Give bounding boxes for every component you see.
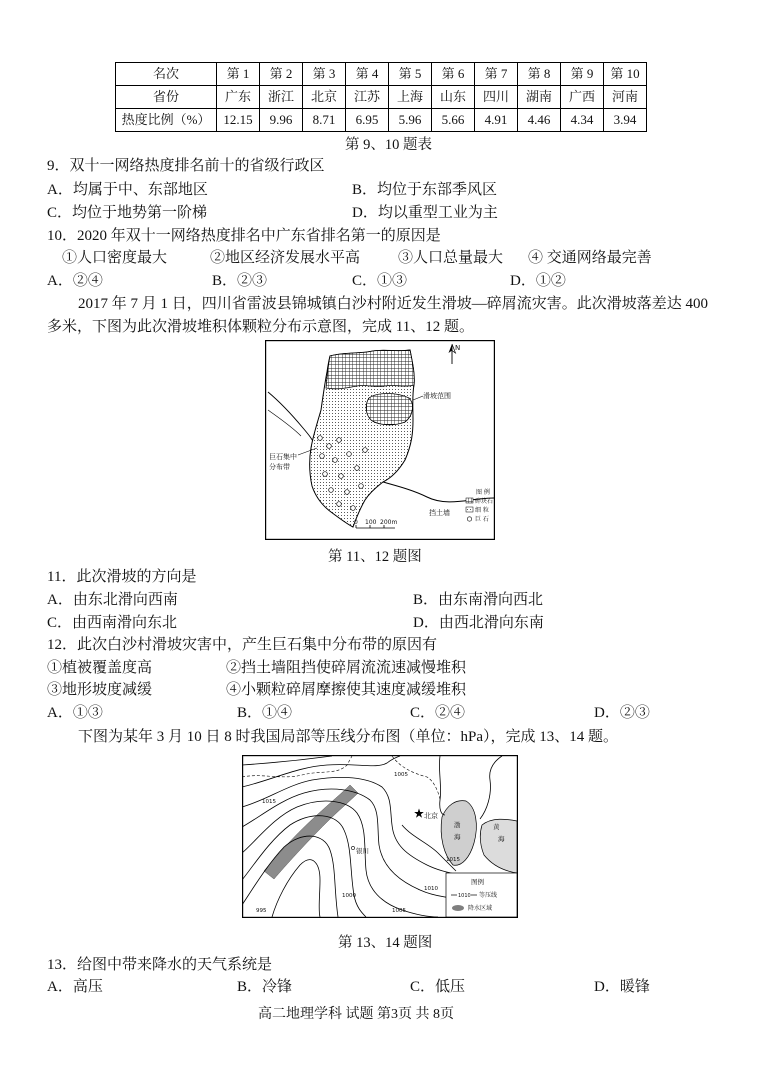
q9-stem: 9．双十一网络热度排名前十的省级行政区 (47, 158, 325, 174)
q9-option-d: D．均以重型工业为主 (352, 205, 498, 221)
q11-stem: 11．此次滑坡的方向是 (47, 569, 197, 585)
province-cell: 北京 (303, 86, 346, 109)
q13-option-b: B．冷锋 (237, 979, 293, 995)
q12-item-3: ③地形坡度减缓 (47, 682, 153, 698)
north-label: N (455, 344, 461, 352)
rank-cell: 第 1 (217, 63, 260, 86)
rank-cell: 第 6 (432, 63, 475, 86)
isobar-value: 1005 (392, 908, 406, 914)
isobar-value: 1015 (262, 799, 276, 805)
rank-cell: 第 9 (561, 63, 604, 86)
boulder (339, 474, 344, 479)
isobar-map-figure (242, 755, 518, 918)
ratio-row (116, 109, 647, 132)
legend-swatch-boulder (467, 517, 471, 521)
legend-title: 图 例 (476, 489, 490, 496)
boulder (359, 484, 364, 489)
rank-row (116, 63, 647, 86)
figure-11-12-caption: 第 11、12 题图 (328, 549, 422, 565)
retaining-wall-label: 挡土墙 (429, 509, 450, 517)
legend (446, 873, 517, 917)
ratio-cell: 4.91 (475, 109, 518, 132)
figure-13-14-caption: 第 13、14 题图 (338, 935, 433, 951)
boulder (327, 444, 332, 449)
legend-precip-label: 降水区域 (468, 905, 493, 912)
rank-cell: 第 5 (389, 63, 432, 86)
q11-option-a: A．由东北滑向西南 (47, 592, 178, 608)
bohai-label: 海 (454, 833, 461, 841)
q9-option-a: A．均属于中、东部地区 (47, 182, 208, 198)
boulder (320, 454, 325, 459)
ratio-cell: 6.95 (346, 109, 389, 132)
q10-option-b: B．②③ (212, 273, 268, 289)
province-cell: 山东 (432, 86, 475, 109)
q13-option-a: A．高压 (47, 979, 103, 995)
q10-item-2: ②地区经济发展水平高 (210, 250, 361, 266)
province-header: 省份 (116, 86, 217, 109)
bohai-label: 渤 (454, 821, 461, 829)
q12-option-d: D．②③ (594, 705, 650, 721)
rank-cell: 第 4 (346, 63, 389, 86)
q12-item-2: ②挡土墙阻挡使碎屑流流速减慢堆积 (226, 660, 467, 676)
ratio-cell: 12.15 (217, 109, 260, 132)
legend-item: 碎块石 (475, 498, 494, 505)
legend-isobar-label: 等压线 (479, 892, 498, 899)
province-cell: 江苏 (346, 86, 389, 109)
huanghai-label: 海 (498, 835, 505, 843)
boulder (318, 436, 323, 441)
passage-line-1: 2017 年 7 月 1 日，四川省雷波县锦城镇白沙村附近发生滑坡—碎屑流灾害。此次滑坡落差达 400 (78, 296, 709, 312)
q12-option-c: C．②④ (410, 705, 466, 721)
province-cell: 浙江 (260, 86, 303, 109)
province-cell: 湖南 (518, 86, 561, 109)
province-row (116, 86, 647, 109)
q10-option-a: A．②④ (47, 273, 103, 289)
rank-cell: 第 8 (518, 63, 561, 86)
q12-option-a: A．①③ (47, 705, 103, 721)
boulder (345, 490, 350, 495)
boulder-zone-label: 巨石集中 (269, 453, 297, 461)
legend-swatch-fine (466, 507, 473, 512)
intro-13-14: 下图为某年 3 月 10 日 8 时我国局部等压线分布图（单位：hPa），完成 13、14 题。 (78, 729, 619, 745)
boulder (333, 458, 338, 463)
legend-swatch-coarse (466, 498, 473, 503)
rank-cell: 第 10 (604, 63, 647, 86)
yinchuan-label: 银川 (356, 847, 369, 855)
ratio-cell: 5.96 (389, 109, 432, 132)
boulder (363, 448, 368, 453)
coarse-gravel-zone (326, 350, 414, 389)
boulder (351, 506, 356, 511)
q11-option-c: C．由西南滑向东北 (47, 615, 178, 631)
province-cell: 四川 (475, 86, 518, 109)
q10-item-3: ③人口总量最大 (398, 250, 504, 266)
scale-label: 0 (354, 519, 358, 526)
legend-item: 细 粒 (475, 507, 489, 514)
landslide-figure (265, 340, 495, 540)
ratio-header: 热度比例（%） (116, 109, 217, 132)
ratio-cell: 4.34 (561, 109, 604, 132)
scale-label: 100 (365, 519, 377, 526)
q12-item-1: ①植被覆盖度高 (47, 660, 153, 676)
q12-item-4: ④小颗粒碎屑摩擦使其速度减缓堆积 (226, 682, 467, 698)
q10-item-1: ①人口密度最大 (62, 250, 168, 266)
q10-item-4: ④ 交通网络最完善 (528, 250, 652, 266)
table-caption: 第 9、10 题表 (345, 137, 432, 153)
boulder (347, 452, 352, 457)
yinchuan-dot (351, 846, 354, 849)
ratio-cell: 9.96 (260, 109, 303, 132)
rank-header: 名次 (116, 63, 217, 86)
isobar-value: 1005 (394, 772, 408, 778)
q9-option-c: C．均位于地势第一阶梯 (47, 205, 208, 221)
province-cell: 河南 (604, 86, 647, 109)
isobar-value: 995 (256, 908, 267, 914)
q12-stem: 12．此次白沙村滑坡灾害中，产生巨石集中分布带的原因有 (47, 637, 438, 653)
passage-line-2: 多米，下图为此次滑坡堆积体颗粒分布示意图，完成 11、12 题。 (47, 319, 474, 335)
legend-item: 巨 石 (475, 516, 489, 523)
coarse-gravel-patch (366, 394, 412, 425)
isobar-value: 1000 (342, 893, 356, 899)
ratio-cell: 8.71 (303, 109, 346, 132)
boulder-zone-label: 分布带 (269, 463, 290, 471)
page-footer: 高二地理学科 试题 第3页 共 8页 (258, 1007, 454, 1022)
isobar-value: 1015 (446, 857, 460, 863)
q13-stem: 13．给图中带来降水的天气系统是 (47, 957, 273, 973)
legend-title: 图例 (471, 878, 484, 886)
legend-isobar-value: 1010 (458, 893, 471, 899)
isobar-value: 1010 (424, 886, 438, 892)
q11-option-d: D．由西北滑向东南 (413, 615, 544, 631)
boulder (329, 488, 334, 493)
province-cell: 广西 (561, 86, 604, 109)
boulder (355, 466, 360, 471)
ratio-cell: 5.66 (432, 109, 475, 132)
q10-option-c: C．①③ (352, 273, 408, 289)
q11-option-b: B．由东南滑向西北 (413, 592, 544, 608)
boulder (323, 472, 328, 477)
rank-cell: 第 3 (303, 63, 346, 86)
scale-label: 200m (380, 519, 398, 526)
ratio-cell: 4.46 (518, 109, 561, 132)
heat-ranking-table (115, 62, 647, 132)
boulder (337, 438, 342, 443)
rank-cell: 第 7 (475, 63, 518, 86)
huanghai-label: 黄 (493, 823, 500, 831)
q10-stem: 10．2020 年双十一网络热度排名中广东省排名第一的原因是 (47, 228, 441, 244)
q10-option-d: D．①② (510, 273, 566, 289)
beijing-label: 北京 (424, 812, 438, 820)
q12-option-b: B．①④ (237, 705, 293, 721)
q13-option-d: D．暖锋 (594, 979, 650, 995)
ratio-cell: 3.94 (604, 109, 647, 132)
boulder (337, 502, 342, 507)
legend-precip-swatch (452, 905, 464, 911)
province-cell: 广东 (217, 86, 260, 109)
rank-cell: 第 2 (260, 63, 303, 86)
landslide-range-label: 滑坡范围 (423, 392, 451, 400)
province-cell: 上海 (389, 86, 432, 109)
q13-option-c: C．低压 (410, 979, 466, 995)
q9-option-b: B．均位于东部季风区 (352, 182, 498, 198)
